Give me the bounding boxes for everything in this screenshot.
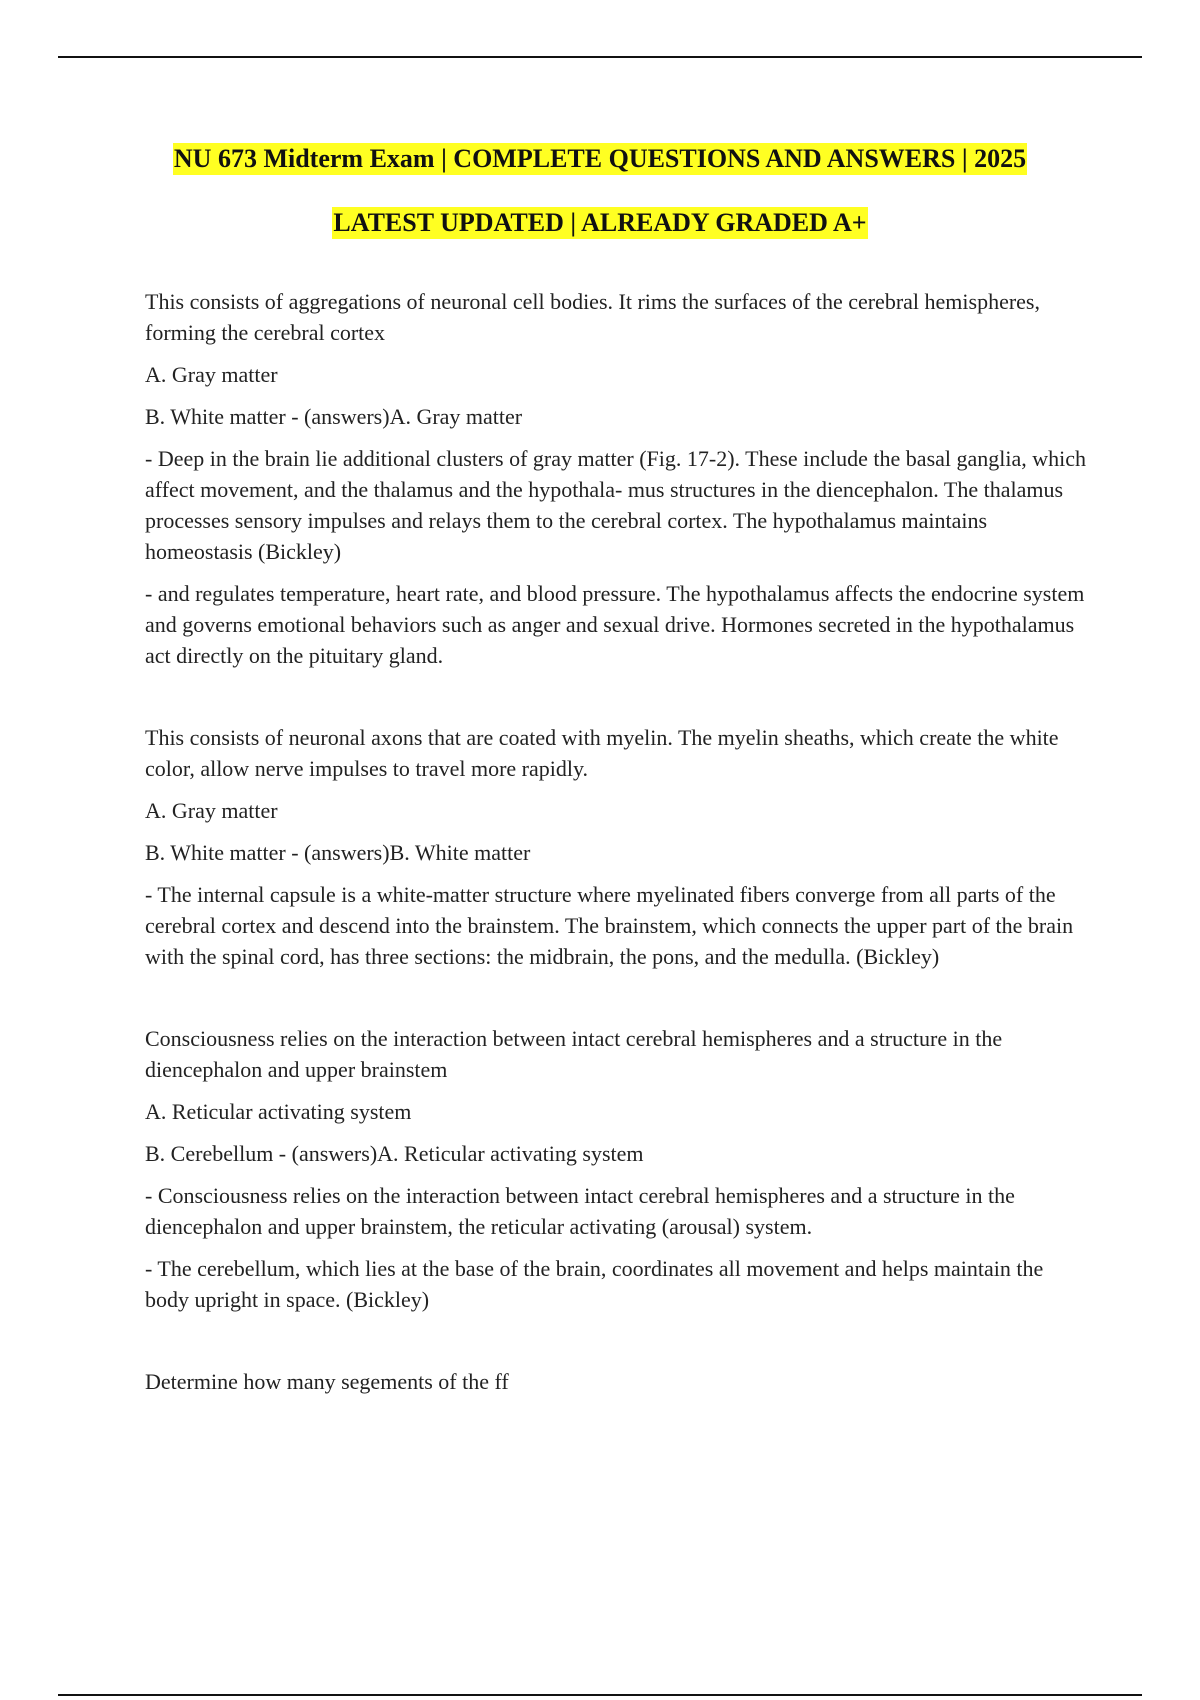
question-stem: Determine how many segements of the ff (145, 1369, 509, 1394)
top-rule (58, 56, 1142, 58)
option-b-answer: B. White matter - (answers)A. Gray matter (145, 404, 523, 429)
document-title (0, 143, 1200, 239)
explanation: - and regulates temperature, heart rate, and blood pressure. The hypothalamus affects the endocrine system and governs emotional behaviors such as anger and sexual drive. Hormones secreted in the hypothalamus act directly on the pituitary gland. (145, 581, 1085, 668)
explanation: - The internal capsule is a white-matter structure where myelinated fibers converge from all parts of the cerebral cortex and descend into the brainstem. The brainstem, which connects the upper part of the brain with the spinal cord, has three sections: the midbrain, the pons, and the medulla. (Bickley) (145, 882, 1074, 969)
option-a: A. Gray matter (145, 798, 278, 823)
question-block-3 (145, 1023, 1090, 1315)
option-b-answer: B. White matter - (answers)B. White matter (145, 840, 531, 865)
bottom-rule (58, 1694, 1142, 1696)
question-block-1 (145, 286, 1090, 671)
option-a: A. Gray matter (145, 362, 278, 387)
title-line-2: LATEST UPDATED | ALREADY GRADED A+ (333, 208, 867, 237)
question-block-4 (145, 1366, 1090, 1397)
explanation: - The cerebellum, which lies at the base of the brain, coordinates all movement and helps maintain the body upright in space. (Bickley) (145, 1256, 1044, 1312)
title-line-1: NU 673 Midterm Exam | COMPLETE QUESTIONS AND ANSWERS | 2025 (173, 144, 1027, 173)
question-block-2 (145, 722, 1090, 972)
question-stem: This consists of aggregations of neuronal cell bodies. It rims the surfaces of the cerebral hemispheres, forming the cerebral cortex (145, 289, 1040, 345)
question-stem: This consists of neuronal axons that are coated with myelin. The myelin sheaths, which create the white color, allow nerve impulses to travel more rapidly. (145, 725, 1059, 781)
explanation: - Deep in the brain lie additional clusters of gray matter (Fig. 17-2). These include the basal ganglia, which affect movement, and the thalamus and the hypothala- mus structures in the diencephalon. The thalamus processes sensory impulses and relays them to the cerebral cortex. The hypothalamus maintains homeostasis (Bickley) (145, 446, 1087, 564)
option-b-answer: B. Cerebellum - (answers)A. Reticular activating system (145, 1141, 644, 1166)
document-body (145, 286, 1090, 1408)
option-a: A. Reticular activating system (145, 1099, 412, 1124)
question-stem: Consciousness relies on the interaction between intact cerebral hemispheres and a structure in the diencephalon and upper brainstem (145, 1026, 1003, 1082)
explanation: - Consciousness relies on the interaction between intact cerebral hemispheres and a structure in the diencephalon and upper brainstem, the reticular activating (arousal) system. (145, 1183, 1015, 1239)
